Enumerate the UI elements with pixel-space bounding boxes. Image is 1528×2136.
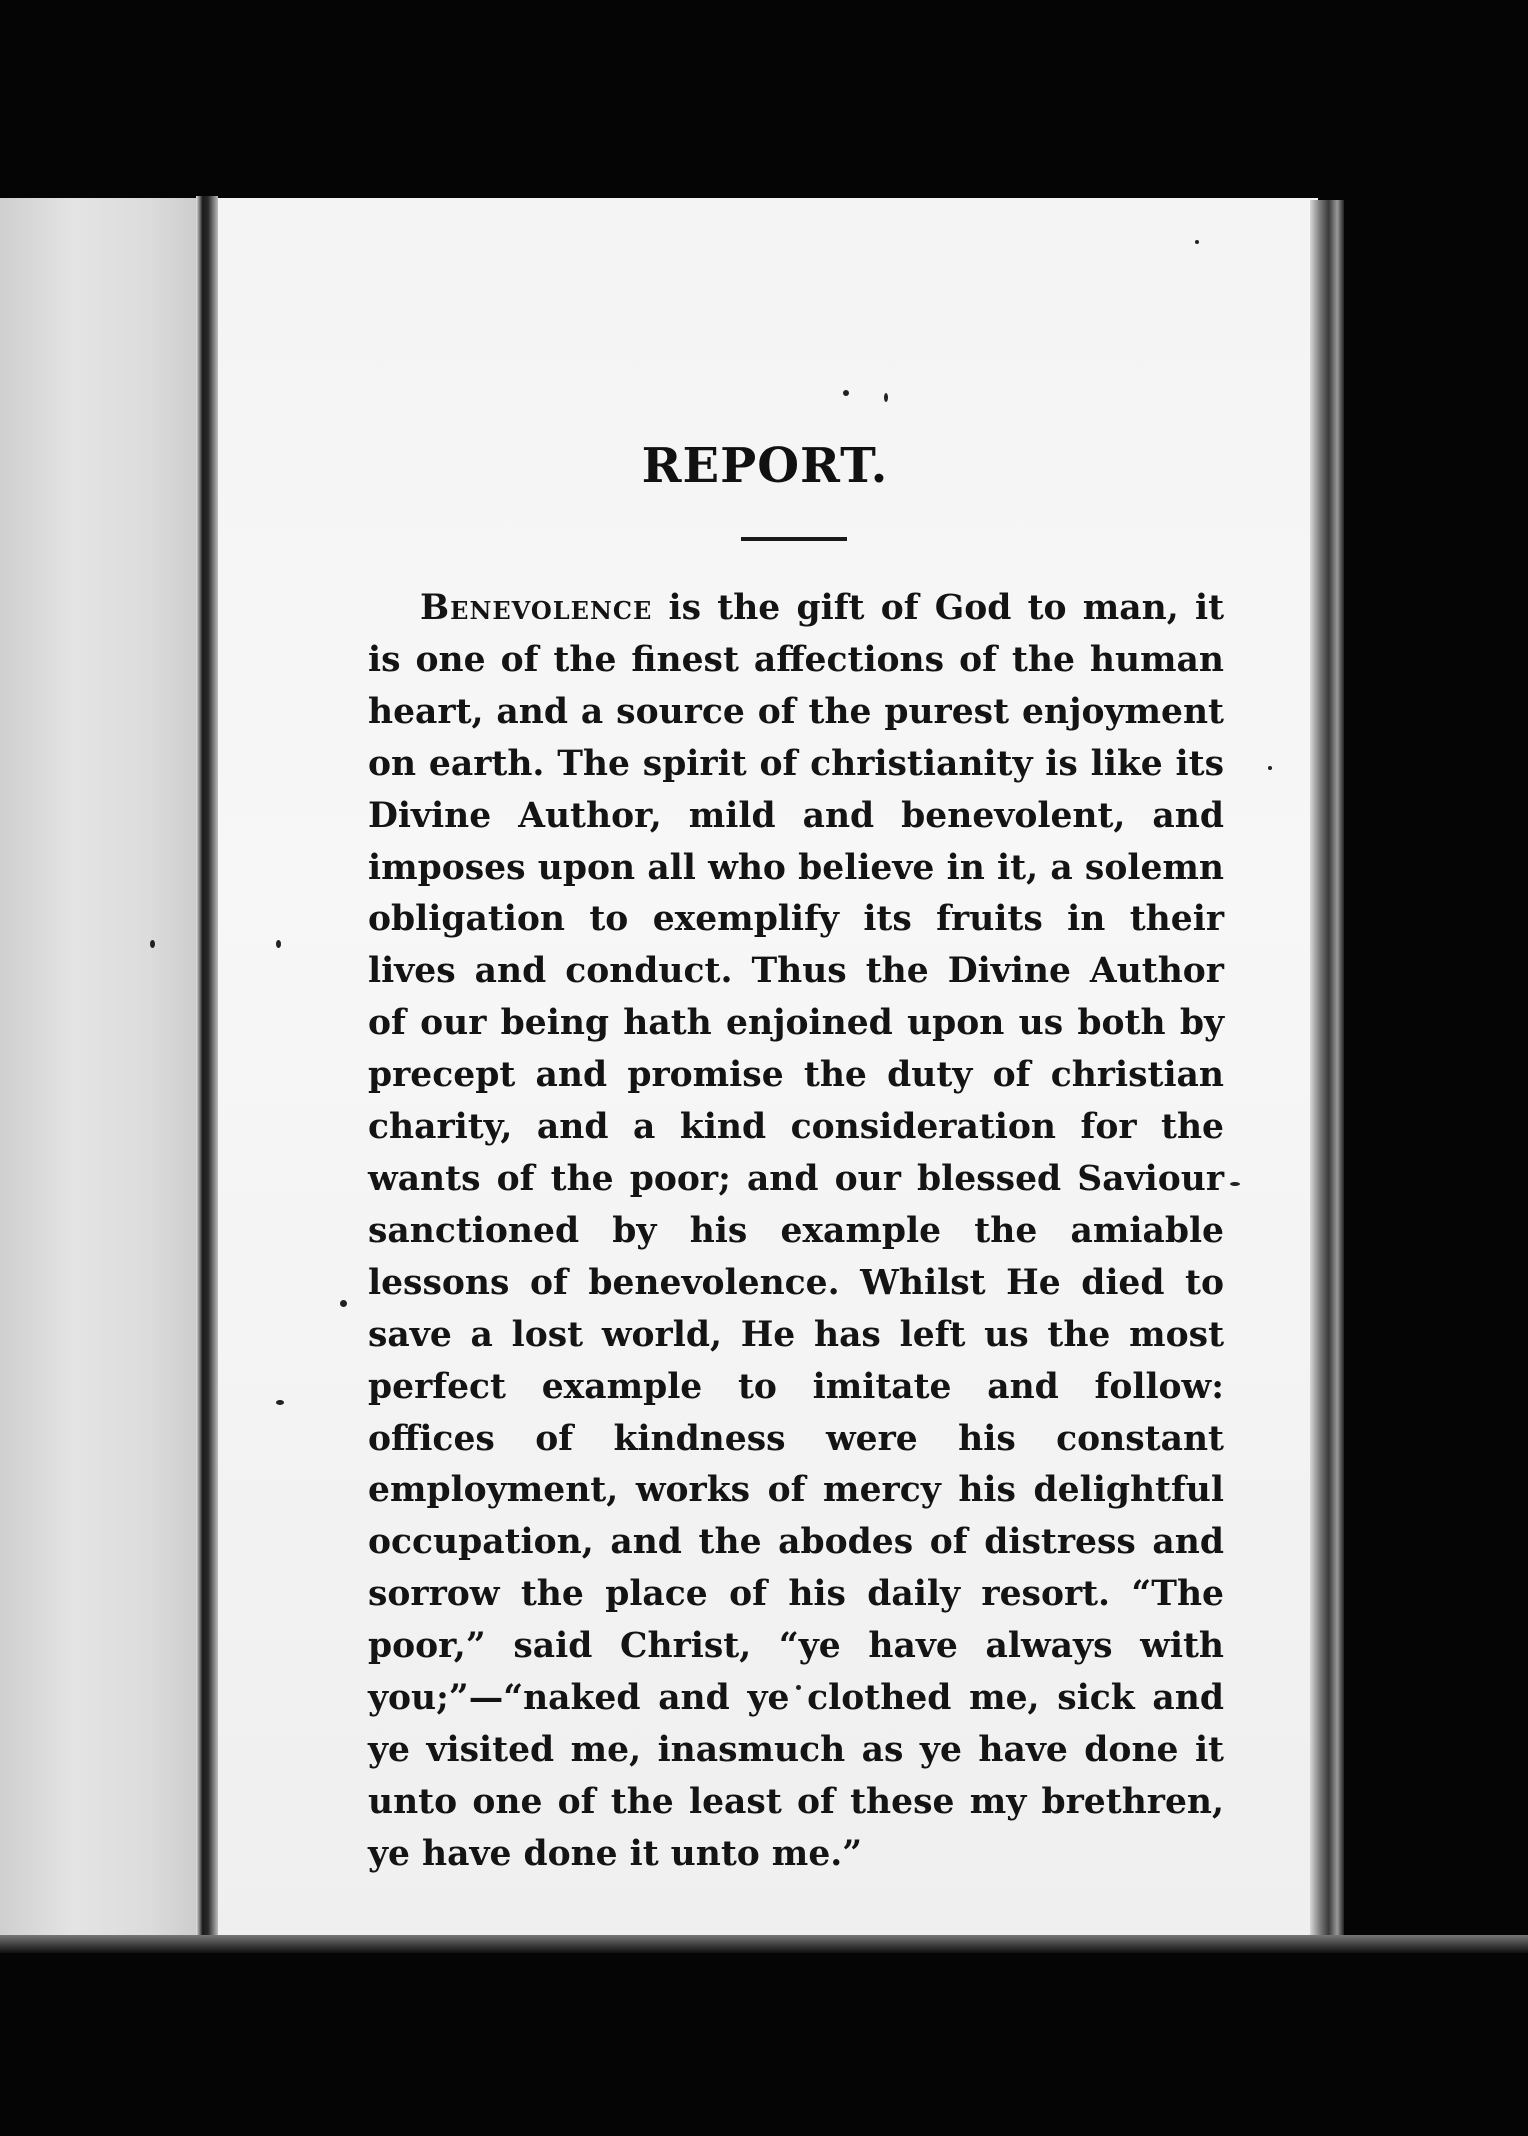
page-bottom-shadow (0, 1935, 1528, 1953)
dust-speck (276, 940, 281, 948)
facing-page-edge (0, 198, 212, 1943)
dust-speck (884, 393, 888, 402)
dust-speck (340, 1300, 347, 1307)
title-rule (741, 537, 847, 541)
paragraph-text: is the gift of God to man, it is one of the finest affections of the human heart, and a source of the purest enjoyment on earth. The spirit of christianity is like its Divine Author, mild and benevolent, and imposes upon all who believe in it, a solemn obligation to exemplify its fruits in their lives and conduct. Thus the Divine Author of our being hath enjoined upon us both by precept and promise the duty of christian charity, and a kind consideration for the wants of the poor; and our blessed Saviour sanctioned by his example the amiable lessons of benevolence. Whilst He died to save a lost world, He has left us the most perfect example to imitate and follow: offices of kindness were his constant employment, works of mercy his delightful occupation, and the abodes of distress and sorrow the place of his daily resort. “The poor,” said Christ, “ye have always with you;”—“naked and ye clothed me, sick and ye visited me, inasmuch as ye have done it unto one of the least of these my brethren, ye have done it unto me.” (368, 588, 1224, 1874)
dust-speck (843, 390, 849, 396)
page-title: REPORT. (641, 438, 889, 494)
body-paragraph (368, 583, 1224, 1881)
dust-speck (150, 940, 155, 948)
dust-speck (276, 1400, 284, 1405)
dust-speck (1268, 766, 1272, 770)
dust-speck (1195, 240, 1199, 244)
dust-speck (1230, 1182, 1240, 1186)
lead-word: Benevolence (420, 588, 653, 628)
